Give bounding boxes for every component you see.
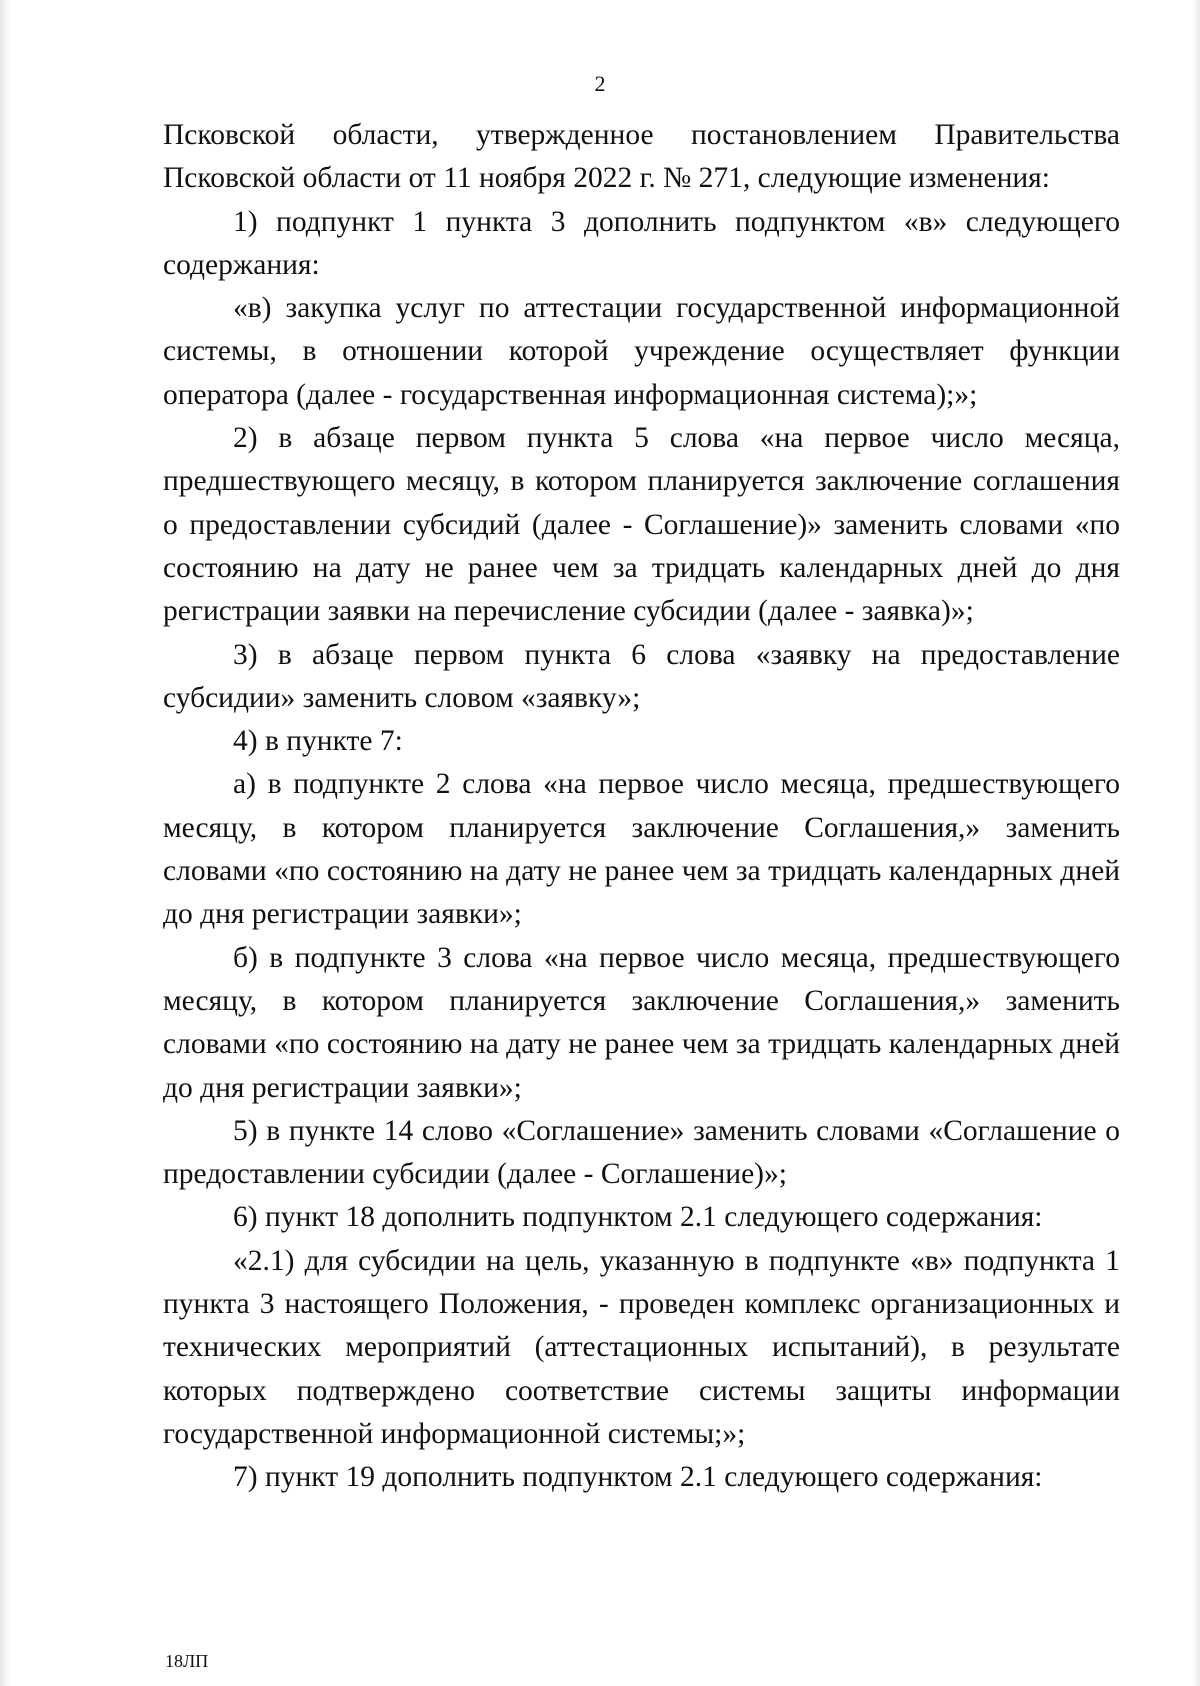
- paragraph-5: 3) в абзаце первом пункта 6 слова «заявку на предоставление субсидии» заменить словом «заявку»;: [163, 638, 1120, 714]
- scan-edge-left: [0, 0, 10, 1686]
- scan-edge-right: [1192, 0, 1200, 1686]
- paragraph-3: «в) закупка услуг по аттестации государственной информационной системы, в отношении которой учреждение осуществляет функции оператора (далее - государственная информационная система);»;: [163, 292, 1120, 411]
- paragraph-6: 4) в пункте 7:: [233, 725, 403, 758]
- paragraph-10: 6) пункт 18 дополнить подпунктом 2.1 следующего содержания:: [233, 1201, 1043, 1234]
- document-code: 18ЛП: [165, 1651, 209, 1671]
- paragraph-2: 1) подпункт 1 пункта 3 дополнить подпунктом «в» следующего содержания:: [163, 205, 1120, 281]
- paragraph-8: б) в подпункте 3 слова «на первое число месяца, предшествующего месяцу, в котором планируется заключение Соглашения,» заменить словами «по состоянию на дату не ранее чем за тридцать календарных дней до дня регистрации заявки»;: [163, 941, 1120, 1104]
- paragraph-12: 7) пункт 19 дополнить подпунктом 2.1 следующего содержания:: [233, 1461, 1043, 1494]
- document-body: [163, 114, 1120, 1500]
- page-number: 2: [594, 71, 606, 96]
- paragraph-7: а) в подпункте 2 слова «на первое число месяца, предшествующего месяцу, в котором планируется заключение Соглашения,» заменить словами «по состоянию на дату не ранее чем за тридцать календарных дней до дня регистрации заявки»;: [163, 768, 1120, 931]
- paragraph-4: 2) в абзаце первом пункта 5 слова «на первое число месяца, предшествующего месяцу, в котором планируется заключение соглашения о предоставлении субсидий (далее - Соглашение)» заменить словами «по состоянию на дату не ранее чем за тридцать календарных дней до дня регистрации заявки на перечисление субсидии (далее - заявка)»;: [163, 422, 1120, 628]
- paragraph-1: Псковской области, утвержденное постановлением Правительства Псковской области от 11 ноября 2022 г. № 271, следующие изменения:: [163, 119, 1120, 195]
- paragraph-11: «2.1) для субсидии на цель, указанную в подпункте «в» подпункта 1 пункта 3 настоящего Положения, - проведен комплекс организационных и технических мероприятий (аттестационных испытаний), в результате которых подтверждено соответствие системы защиты информации государственной информационной системы;»;: [163, 1244, 1120, 1450]
- paragraph-9: 5) в пункте 14 слово «Соглашение» заменить словами «Соглашение о предоставлении субсидии (далее - Соглашение)»;: [163, 1114, 1120, 1191]
